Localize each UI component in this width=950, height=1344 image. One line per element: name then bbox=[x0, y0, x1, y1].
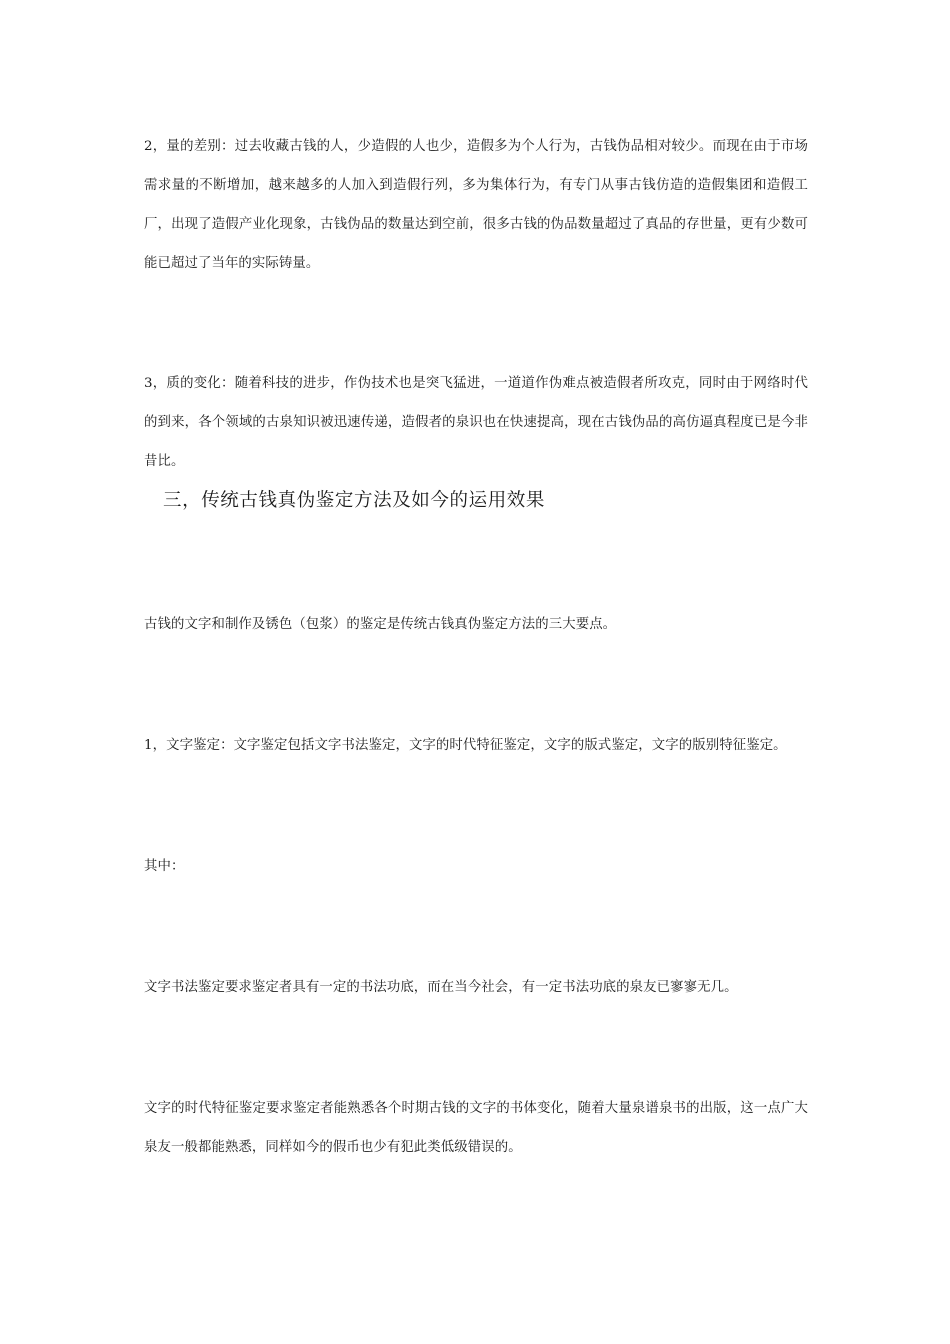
paragraph-three-key-points: 古钱的文字和制作及锈色（包浆）的鉴定是传统古钱真伪鉴定方法的三大要点。 bbox=[144, 617, 617, 632]
paragraph-among-them: 其中： bbox=[144, 859, 185, 874]
paragraph-era-feature-identification: 文字的时代特征鉴定要求鉴定者能熟悉各个时期古钱的文字的书体变化，随着大量泉谱泉书的出版，这一点广大泉友一般都能熟悉，同样如今的假币也少有犯此类低级错误的。 bbox=[144, 1101, 808, 1155]
paragraph-text-identification: 1，文字鉴定：文字鉴定包括文字书法鉴定，文字的时代特征鉴定，文字的版式鉴定，文字的版别特征鉴定。 bbox=[144, 738, 787, 753]
section-heading: 三，传统古钱真伪鉴定方法及如今的运用效果 bbox=[163, 490, 546, 511]
paragraph-calligraphy-identification: 文字书法鉴定要求鉴定者具有一定的书法功底，而在当今社会，有一定书法功底的泉友已寥寥无几。 bbox=[144, 980, 738, 995]
paragraph-quality-change: 3，质的变化：随着科技的进步，作伪技术也是突飞猛进，一道道作伪难点被造假者所攻克，同时由于网络时代的到来，各个领域的古泉知识被迅速传递，造假者的泉识也在快速提高，现在古钱伪品的高仿逼真程度已是今非昔比。 bbox=[144, 376, 808, 469]
paragraph-quantity-difference: 2，量的差别：过去收藏古钱的人，少造假的人也少，造假多为个人行为，古钱伪品相对较少。而现在由于市场需求量的不断增加，越来越多的人加入到造假行列，多为集体行为，有专门从事古钱仿造的造假集团和造假工厂，出现了造假产业化现象，古钱伪品的数量达到空前，很多古钱的伪品数量超过了真品的存世量，更有少数可能已超过了当年的实际铸量。 bbox=[144, 139, 808, 271]
